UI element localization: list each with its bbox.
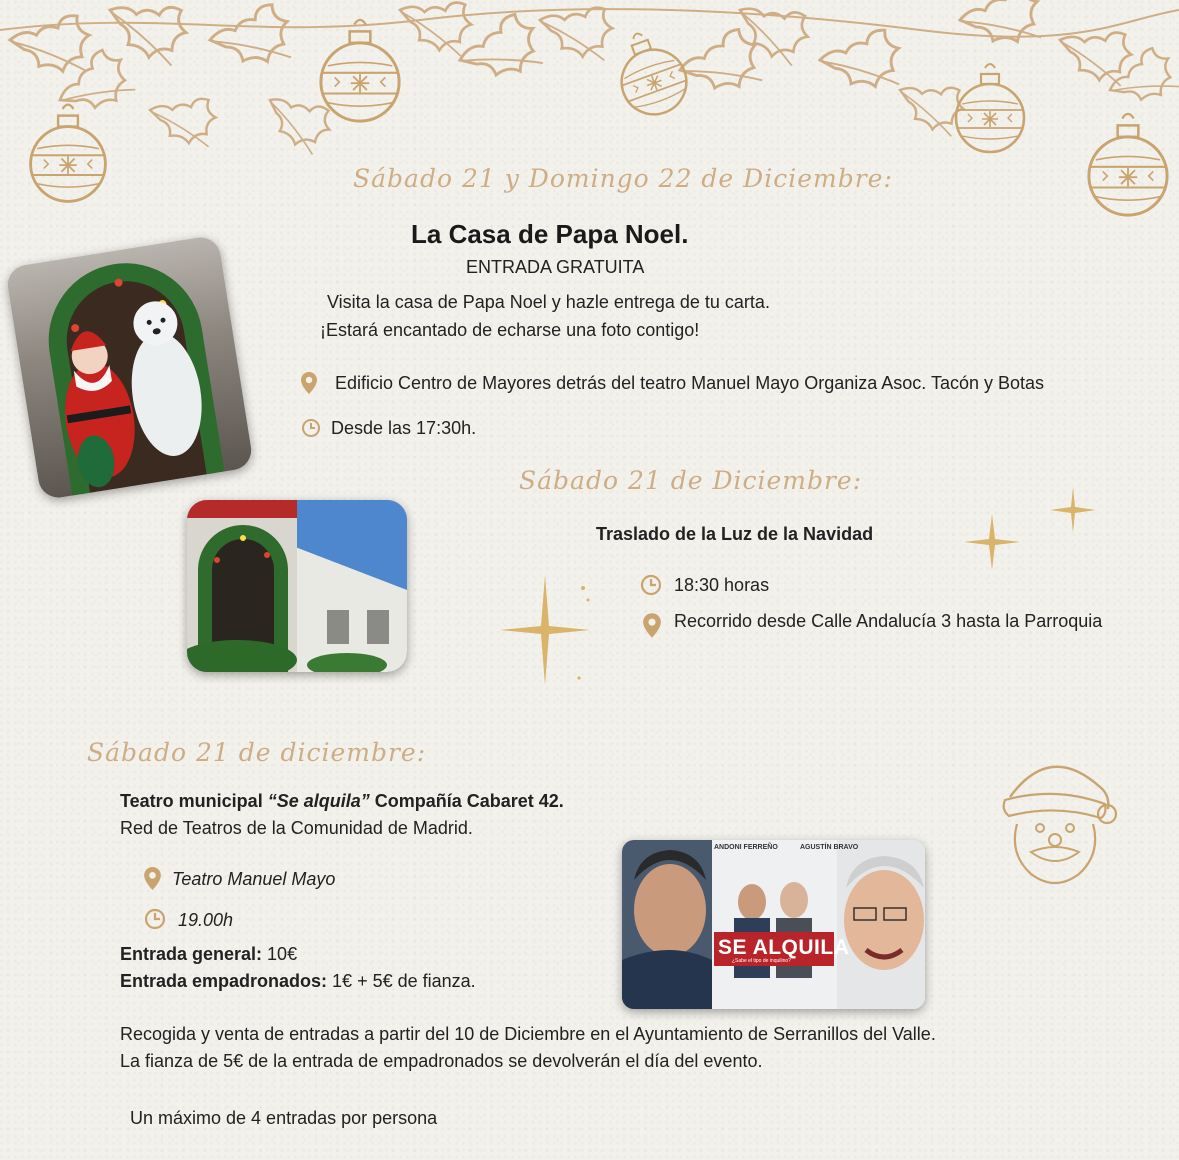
- poster-actor2: AGUSTÍN BRAVO: [800, 844, 859, 851]
- clock-icon: [144, 908, 166, 930]
- pickup-line2: La fianza de 5€ de la entrada de empadronados se devolverán el día del evento.: [120, 1051, 763, 1071]
- event3-play-name: “Se alquila”: [267, 791, 370, 811]
- sparkle-star-icon: [962, 512, 1022, 572]
- poster-title: SE ALQUILA: [718, 936, 850, 959]
- max-tickets-note: Un máximo de 4 entradas por persona: [130, 1108, 438, 1128]
- ticket-resident-label: Entrada empadronados:: [120, 971, 328, 991]
- event3-date-heading: Sábado 21 de diciembre:: [87, 738, 427, 767]
- holly-ornament-garland: [0, 0, 1179, 230]
- location-pin-icon: [300, 371, 318, 395]
- ticket-general-label: Entrada general:: [120, 944, 263, 964]
- poster-tagline: ¿Sabe el tipo de inquilino?: [732, 958, 791, 964]
- event3-time: 19.00h: [178, 910, 234, 930]
- ticket-general: [120, 944, 297, 965]
- poster-actor1: ANDONI FERREÑO: [714, 844, 778, 851]
- building-wreath-photo: [187, 500, 407, 672]
- event1-subtitle: ENTRADA GRATUITA: [466, 257, 645, 277]
- event1-date-heading: Sábado 21 y Domingo 22 de Diciembre:: [353, 164, 893, 193]
- santa-house-photo: [5, 235, 254, 501]
- event2-title: Traslado de la Luz de la Navidad: [596, 524, 874, 544]
- event3-title-prefix: Teatro municipal: [120, 791, 268, 811]
- sparkle-star-icon: [495, 570, 595, 690]
- location-pin-icon: [642, 612, 662, 639]
- santa-face-icon: [995, 752, 1120, 887]
- ticket-resident: [120, 971, 476, 992]
- clock-icon: [640, 574, 662, 596]
- se-alquila-poster: [622, 840, 925, 1009]
- event2-location: Recorrido desde Calle Andalucía 3 hasta la Parroquia: [674, 611, 1103, 631]
- event1-description-line1: Visita la casa de Papa Noel y hazle entrega de tu carta.: [327, 292, 770, 312]
- clock-icon: [301, 418, 321, 438]
- event1-location: Edificio Centro de Mayores detrás del teatro Manuel Mayo Organiza Asoc. Tacón y Botas: [335, 373, 1045, 393]
- event3-network: Red de Teatros de la Comunidad de Madrid.: [120, 818, 473, 838]
- ticket-general-price: 10€: [262, 944, 298, 964]
- pickup-line1: Recogida y venta de entradas a partir del 10 de Diciembre en el Ayuntamiento de Serranillos del Valle.: [120, 1024, 936, 1044]
- event1-title: La Casa de Papa Noel.: [411, 219, 689, 249]
- event2-time: 18:30 horas: [674, 575, 770, 595]
- ticket-resident-price: 1€ + 5€ de fianza.: [327, 971, 476, 991]
- location-pin-icon: [143, 866, 162, 891]
- event3-company: Compañía Cabaret 42.: [369, 791, 564, 811]
- sparkle-star-icon: [1048, 485, 1098, 535]
- event1-time: Desde las 17:30h.: [331, 418, 477, 438]
- event2-date-heading: Sábado 21 de Diciembre:: [519, 466, 863, 495]
- event3-title: [120, 791, 564, 812]
- event1-description-line2: ¡Estará encantado de echarse una foto contigo!: [320, 320, 700, 340]
- event3-location: Teatro Manuel Mayo: [172, 869, 336, 889]
